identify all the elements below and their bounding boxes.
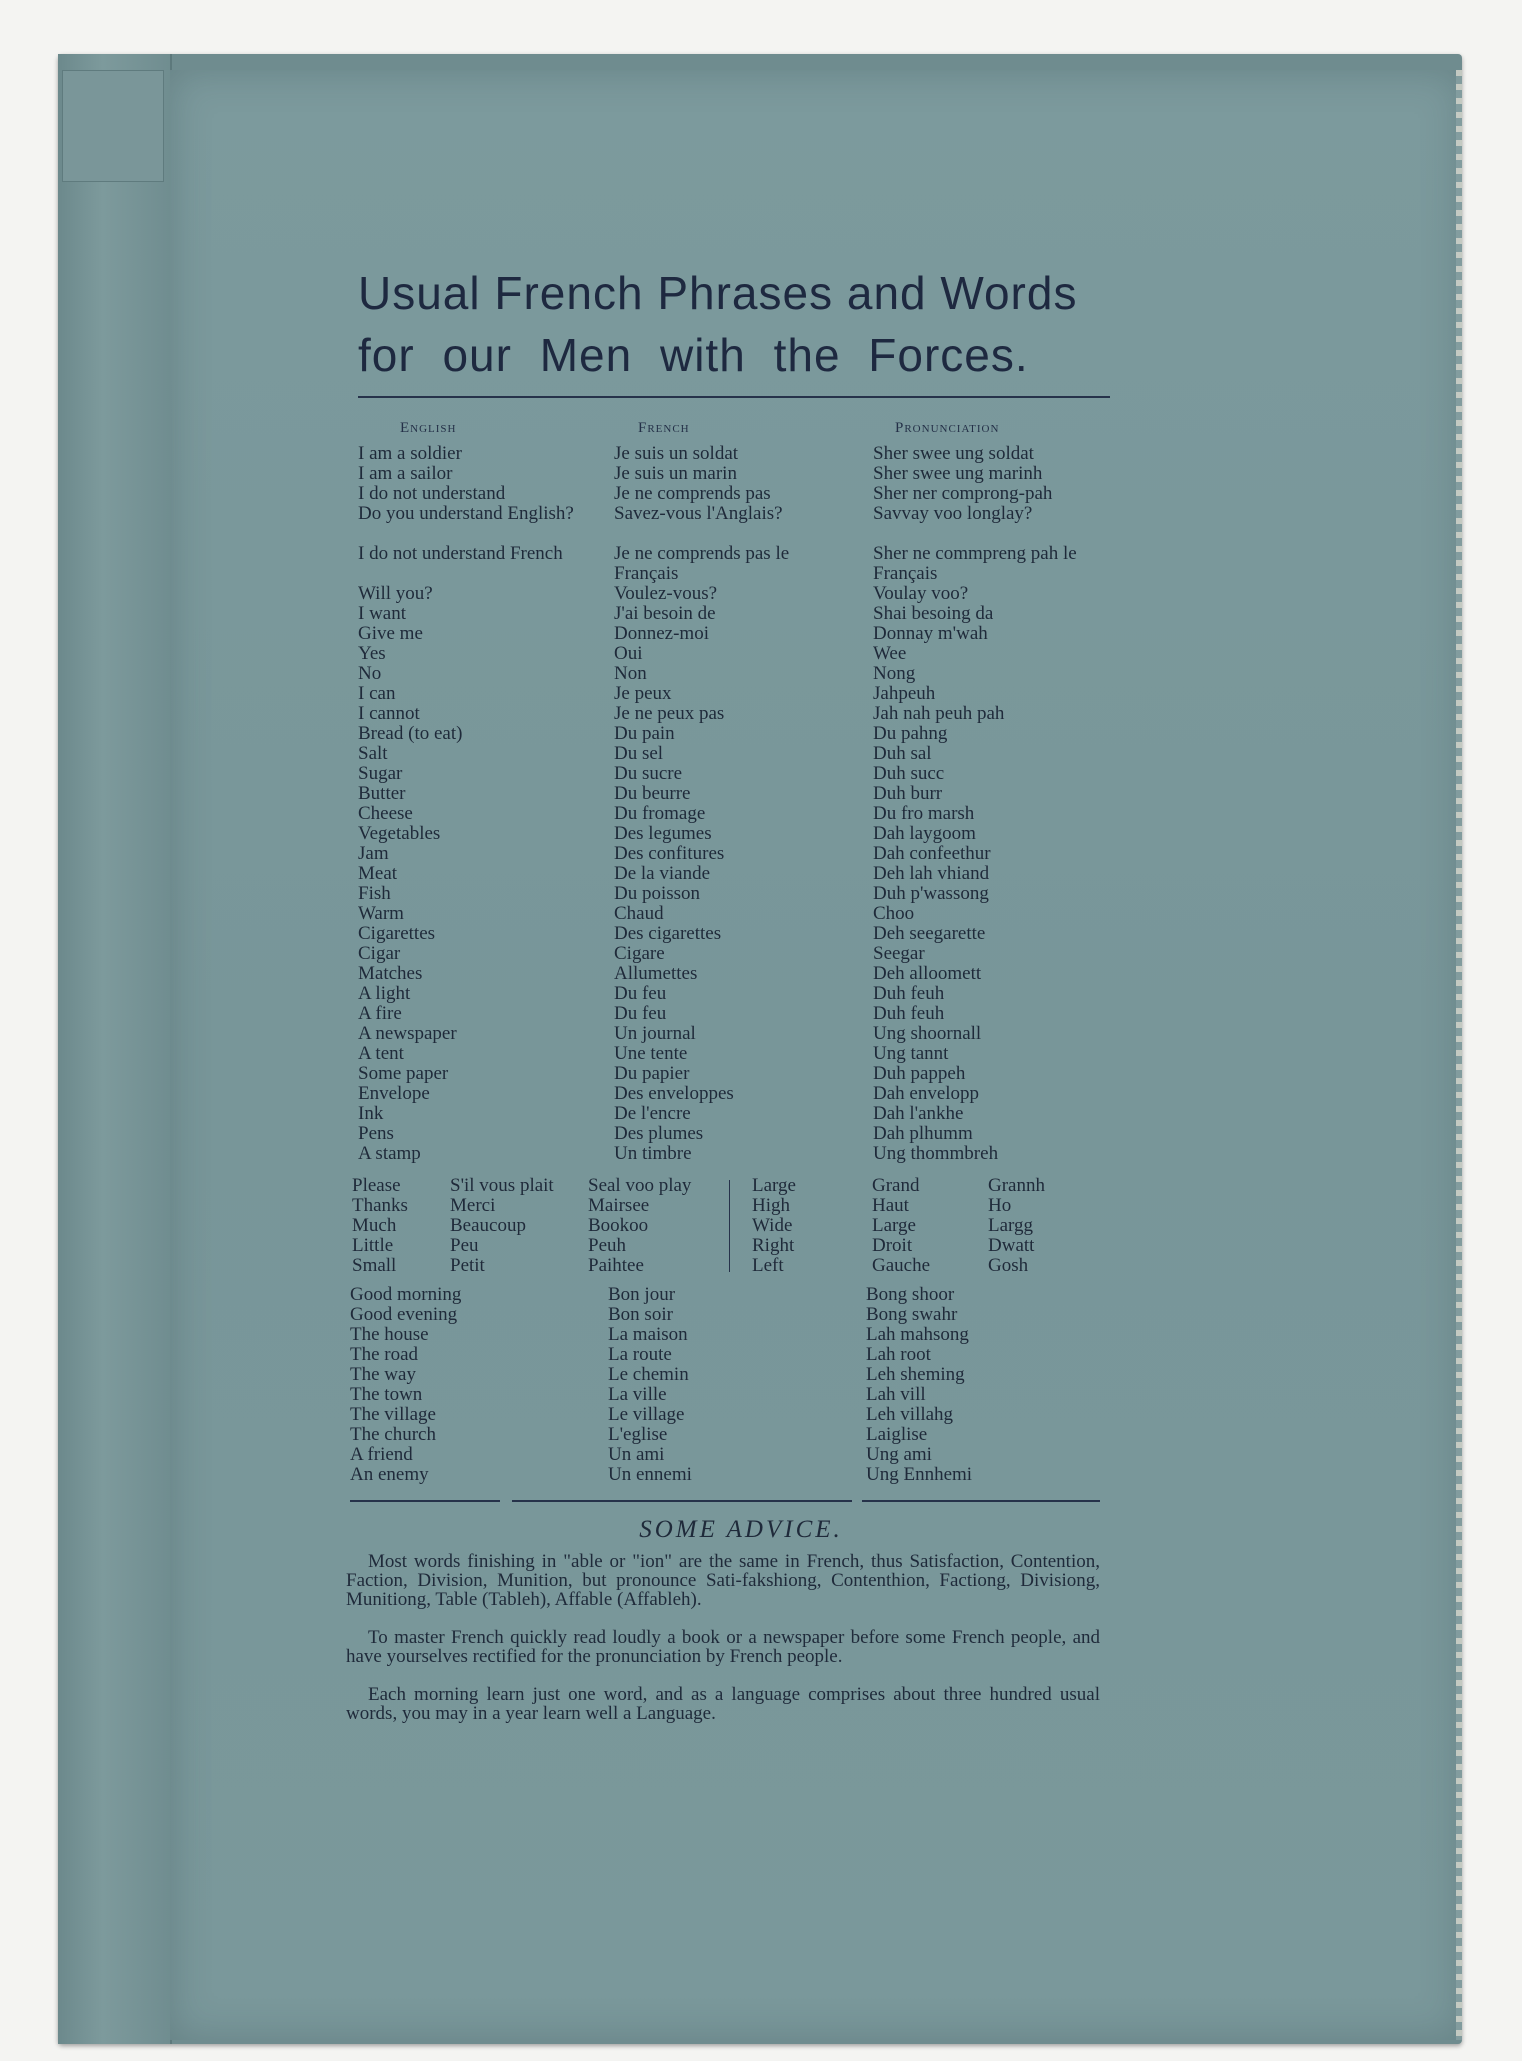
greeting-french: L'eglise <box>608 1424 668 1445</box>
greeting-pronunciation: Ung ami <box>866 1444 932 1465</box>
phrase-french: Des enveloppes <box>614 1083 734 1104</box>
word-english: High <box>752 1195 790 1216</box>
greeting-row <box>0 1425 1522 1445</box>
phrase-french: Un journal <box>614 1023 696 1044</box>
phrase-pronunciation: Seegar <box>873 943 925 964</box>
phrase-pronunciation: Ung thommbreh <box>873 1143 999 1164</box>
word-french: Droit <box>872 1235 913 1256</box>
greeting-row <box>0 1345 1522 1365</box>
phrase-english: Pens <box>358 1123 394 1144</box>
phrase-pronunciation: Duh pappeh <box>873 1063 966 1084</box>
phrase-row <box>0 924 1522 944</box>
phrase-french: Chaud <box>614 903 664 924</box>
phrase-english: Cheese <box>358 803 413 824</box>
word-english: Little <box>352 1235 394 1256</box>
phrase-english: Cigar <box>358 943 401 964</box>
title-line-2: for our Men with the Forces. <box>358 329 1029 381</box>
phrase-row <box>0 1124 1522 1144</box>
phrase-french: Des cigarettes <box>614 923 722 944</box>
phrase-pronunciation: Sher swee ung soldat <box>873 443 1034 464</box>
phrase-french: Du feu <box>614 983 667 1004</box>
phrase-pronunciation: Deh seegarette <box>873 923 986 944</box>
greeting-list <box>0 1285 1522 1485</box>
phrase-row <box>0 664 1522 684</box>
phrase-row <box>0 704 1522 724</box>
phrase-row <box>0 884 1522 904</box>
phrase-pronunciation: Voulay voo? <box>873 583 969 604</box>
greeting-row <box>0 1445 1522 1465</box>
phrase-pronunciation: Nong <box>873 663 916 684</box>
phrase-english: A fire <box>358 1003 402 1024</box>
word-french: Gauche <box>872 1255 931 1276</box>
phrase-pronunciation: Wee <box>873 643 907 664</box>
phrase-pronunciation: Deh lah vhiand <box>873 863 990 884</box>
greeting-english: The way <box>350 1364 416 1385</box>
phrase-english: I am a soldier <box>358 443 462 464</box>
advice-paragraph-1: Most words finishing in "able or "ion" are the same in French, thus Satisfaction, Contention, Faction, Division, Munition, but pronounce Sati-fakshiong, Contenthion, Factiong, Divisiong, Munitiong, Table (Tableh), Affable (Affableh). <box>346 1551 1100 1610</box>
word-pronunciation: Dwatt <box>988 1235 1035 1256</box>
phrase-pronunciation: Sher ne commpreng pah le Français <box>873 543 1077 584</box>
phrase-row <box>0 644 1522 664</box>
greeting-french: Bon jour <box>608 1284 676 1305</box>
phrase-row <box>0 604 1522 624</box>
phrase-english: No <box>358 663 382 684</box>
phrase-french: Du pain <box>614 723 675 744</box>
greeting-french: La maison <box>608 1324 688 1345</box>
phrase-french: Je ne comprends pas le Français <box>614 543 790 584</box>
phrase-english: Butter <box>358 783 406 804</box>
phrase-pronunciation: Ung shoornall <box>873 1023 982 1044</box>
page-title <box>358 262 1118 386</box>
phrase-pronunciation: Choo <box>873 903 915 924</box>
greeting-english: The road <box>350 1344 419 1365</box>
phrase-french: Cigare <box>614 943 665 964</box>
phrase-row <box>0 804 1522 824</box>
phrase-pronunciation: Duh sal <box>873 743 932 764</box>
phrase-english: I am a sailor <box>358 463 453 484</box>
phrase-english: Salt <box>358 743 388 764</box>
phrase-english: Do you understand English? <box>358 503 574 524</box>
phrase-row <box>0 964 1522 984</box>
word-list-divider <box>729 1180 730 1272</box>
phrase-french: Du fromage <box>614 803 706 824</box>
word-french: Large <box>872 1215 916 1236</box>
greeting-english: The town <box>350 1384 423 1405</box>
phrase-row <box>0 784 1522 804</box>
phrase-french: Du poisson <box>614 883 701 904</box>
greeting-french: Le chemin <box>608 1364 689 1385</box>
greeting-french: La route <box>608 1344 672 1365</box>
phrase-pronunciation: Donnay m'wah <box>873 623 988 644</box>
phrase-english: Vegetables <box>358 823 441 844</box>
word-english: Small <box>352 1255 397 1276</box>
word-french: Peu <box>450 1235 479 1256</box>
phrase-pronunciation: Duh burr <box>873 783 943 804</box>
word-pronunciation: Largg <box>988 1215 1034 1236</box>
phrase-row <box>0 984 1522 1004</box>
word-english: Much <box>352 1215 397 1236</box>
phrase-french: Je suis un marin <box>614 463 737 484</box>
phrase-row <box>0 1144 1522 1164</box>
phrase-french: Donnez-moi <box>614 623 709 644</box>
greeting-pronunciation: Lah mahsong <box>866 1324 969 1345</box>
greeting-pronunciation: Bong shoor <box>866 1284 955 1305</box>
phrase-pronunciation: Du fro marsh <box>873 803 975 824</box>
greeting-row <box>0 1325 1522 1345</box>
phrase-english: I can <box>358 683 396 704</box>
phrase-french: Un timbre <box>614 1143 692 1164</box>
phrase-list <box>0 444 1522 1164</box>
phrase-pronunciation: Du pahng <box>873 723 948 744</box>
greeting-french: La ville <box>608 1384 667 1405</box>
phrase-pronunciation: Duh feuh <box>873 983 945 1004</box>
word-english: Wide <box>752 1215 793 1236</box>
phrase-pronunciation: Duh succ <box>873 763 945 784</box>
greeting-row <box>0 1385 1522 1405</box>
phrase-row <box>0 444 1522 464</box>
phrase-row <box>0 1004 1522 1024</box>
greeting-french: Un ennemi <box>608 1464 692 1485</box>
phrase-pronunciation: Deh alloomett <box>873 963 982 984</box>
phrase-english: Ink <box>358 1103 384 1124</box>
phrase-french: Je suis un soldat <box>614 443 739 464</box>
phrase-french: Non <box>614 663 647 684</box>
phrase-french: Du feu <box>614 1003 667 1024</box>
header-pronunciation: Pronunciation <box>895 420 1000 436</box>
greeting-english: A friend <box>350 1444 413 1465</box>
phrase-pronunciation: Ung tannt <box>873 1043 949 1064</box>
phrase-french: Savez-vous l'Anglais? <box>614 503 783 524</box>
greeting-row <box>0 1405 1522 1425</box>
phrase-french: Oui <box>614 643 643 664</box>
word-english: Please <box>352 1175 401 1196</box>
advice-divider-left <box>350 1500 500 1502</box>
word-pronunciation: Paihtee <box>588 1255 644 1276</box>
greeting-pronunciation: Laiglise <box>866 1424 928 1445</box>
title-line-1: Usual French Phrases and Words <box>358 267 1078 319</box>
word-pronunciation: Ho <box>988 1195 1012 1216</box>
word-pronunciation: Seal voo play <box>588 1175 692 1196</box>
advice-text <box>346 1552 1100 1742</box>
phrase-french: Allumettes <box>614 963 698 984</box>
advice-divider-mid <box>512 1500 852 1502</box>
phrase-pronunciation: Dah l'ankhe <box>873 1103 964 1124</box>
phrase-english: A light <box>358 983 411 1004</box>
greeting-row <box>0 1465 1522 1485</box>
phrase-french: Du papier <box>614 1063 690 1084</box>
phrase-french: Des confitures <box>614 843 725 864</box>
phrase-english: Envelope <box>358 1083 430 1104</box>
greeting-english: The village <box>350 1404 436 1425</box>
greeting-english: The house <box>350 1324 429 1345</box>
greeting-english: Good evening <box>350 1304 458 1325</box>
phrase-french: Du sel <box>614 743 664 764</box>
phrase-english: Yes <box>358 643 386 664</box>
greeting-english: Good morning <box>350 1284 462 1305</box>
word-english: Right <box>752 1235 795 1256</box>
phrase-english: I want <box>358 603 407 624</box>
phrase-english: Give me <box>358 623 423 644</box>
phrase-english: Warm <box>358 903 404 924</box>
word-pronunciation: Gosh <box>988 1255 1029 1276</box>
phrase-row <box>0 464 1522 484</box>
phrase-row <box>0 944 1522 964</box>
phrase-french: De l'encre <box>614 1103 691 1124</box>
phrase-row <box>0 724 1522 744</box>
phrase-english: Jam <box>358 843 389 864</box>
phrase-row <box>0 1104 1522 1124</box>
word-pronunciation: Peuh <box>588 1235 626 1256</box>
phrase-row <box>0 1064 1522 1084</box>
greeting-pronunciation: Leh villahg <box>866 1404 954 1425</box>
phrase-english: Fish <box>358 883 391 904</box>
phrase-french: De la viande <box>614 863 711 884</box>
word-english: Large <box>752 1175 796 1196</box>
phrase-french: Voulez-vous? <box>614 583 718 604</box>
word-french: Petit <box>450 1255 485 1276</box>
word-pronunciation: Grannh <box>988 1175 1045 1196</box>
word-french: S'il vous plait <box>450 1175 554 1196</box>
greeting-row <box>0 1285 1522 1305</box>
greeting-row <box>0 1365 1522 1385</box>
phrase-pronunciation: Shai besoing da <box>873 603 994 624</box>
phrase-row <box>0 1084 1522 1104</box>
word-english: Left <box>752 1255 784 1276</box>
phrase-english: Will you? <box>358 583 433 604</box>
word-row <box>0 1236 1522 1256</box>
phrase-french: Une tente <box>614 1043 688 1064</box>
phrase-french: Du beurre <box>614 783 691 804</box>
phrase-row <box>0 904 1522 924</box>
phrase-row <box>0 1044 1522 1064</box>
word-pronunciation: Mairsee <box>588 1195 650 1216</box>
greeting-pronunciation: Bong swahr <box>866 1304 958 1325</box>
greeting-pronunciation: Lah root <box>866 1344 931 1365</box>
word-french: Grand <box>872 1175 920 1196</box>
phrase-french: Je ne comprends pas <box>614 483 771 504</box>
phrase-pronunciation: Dah envelopp <box>873 1083 980 1104</box>
phrase-french: J'ai besoin de <box>614 603 716 624</box>
phrase-row <box>0 544 1522 584</box>
greeting-french: Le village <box>608 1404 685 1425</box>
word-row <box>0 1216 1522 1236</box>
greeting-english: An enemy <box>350 1464 429 1485</box>
phrase-french: Du sucre <box>614 763 683 784</box>
phrase-pronunciation: Dah laygoom <box>873 823 976 844</box>
word-english: Thanks <box>352 1195 408 1216</box>
word-list <box>0 1176 1522 1276</box>
phrase-row <box>0 584 1522 604</box>
phrase-pronunciation: Dah confeethur <box>873 843 991 864</box>
phrase-french: Des plumes <box>614 1123 704 1144</box>
word-french: Merci <box>450 1195 496 1216</box>
phrase-row <box>0 844 1522 864</box>
greeting-pronunciation: Lah vill <box>866 1384 926 1405</box>
phrase-english: Matches <box>358 963 423 984</box>
phrase-english: I cannot <box>358 703 420 724</box>
greeting-french: Un ami <box>608 1444 665 1465</box>
phrase-pronunciation: Jahpeuh <box>873 683 936 704</box>
header-french: French <box>638 420 690 436</box>
greeting-pronunciation: Leh sheming <box>866 1364 965 1385</box>
phrase-french: Je peux <box>614 683 672 704</box>
phrase-pronunciation: Duh p'wassong <box>873 883 989 904</box>
advice-paragraph-3: Each morning learn just one word, and as a language comprises about three hundred usual words, you may in a year learn well a Language. <box>346 1684 1100 1724</box>
greeting-row <box>0 1305 1522 1325</box>
phrase-row <box>0 764 1522 784</box>
phrase-pronunciation: Sher ner comprong-pah <box>873 483 1053 504</box>
phrase-english: Some paper <box>358 1063 449 1084</box>
phrase-english: Cigarettes <box>358 923 436 944</box>
advice-divider-right <box>862 1500 1100 1502</box>
phrase-row <box>0 864 1522 884</box>
word-french: Haut <box>872 1195 909 1216</box>
greeting-french: Bon soir <box>608 1304 673 1325</box>
phrase-english: A tent <box>358 1043 404 1064</box>
advice-heading: SOME ADVICE. <box>639 1516 843 1543</box>
phrase-english: I do not understand <box>358 483 506 504</box>
phrase-pronunciation: Jah nah peuh pah <box>873 703 1005 724</box>
phrase-row <box>0 624 1522 644</box>
advice-paragraph-2: To master French quickly read loudly a book or a newspaper before some French people, and have yourselves rectified for the pronunciation by French people. <box>346 1627 1100 1667</box>
title-divider <box>358 396 1110 398</box>
greeting-english: The church <box>350 1424 436 1445</box>
phrase-row <box>0 484 1522 504</box>
phrase-english: I do not understand French <box>358 543 563 564</box>
phrase-english: A newspaper <box>358 1023 457 1044</box>
phrase-english: A stamp <box>358 1143 421 1164</box>
phrase-row <box>0 744 1522 764</box>
phrase-pronunciation: Savvay voo longlay? <box>873 503 1033 524</box>
phrase-french: Des legumes <box>614 823 712 844</box>
phrase-row <box>0 504 1522 544</box>
phrase-row <box>0 684 1522 704</box>
phrase-row <box>0 1024 1522 1044</box>
phrase-pronunciation: Dah plhumm <box>873 1123 973 1144</box>
phrase-french: Je ne peux pas <box>614 703 725 724</box>
word-row <box>0 1176 1522 1196</box>
greeting-pronunciation: Ung Ennhemi <box>866 1464 973 1485</box>
word-row <box>0 1256 1522 1276</box>
phrase-pronunciation: Sher swee ung marinh <box>873 463 1043 484</box>
header-english: English <box>400 420 457 436</box>
word-french: Beaucoup <box>450 1215 526 1236</box>
word-row <box>0 1196 1522 1216</box>
phrase-english: Sugar <box>358 763 403 784</box>
phrase-english: Meat <box>358 863 398 884</box>
phrase-english: Bread (to eat) <box>358 723 463 744</box>
phrase-row <box>0 824 1522 844</box>
phrase-pronunciation: Duh feuh <box>873 1003 945 1024</box>
word-pronunciation: Bookoo <box>588 1215 649 1236</box>
